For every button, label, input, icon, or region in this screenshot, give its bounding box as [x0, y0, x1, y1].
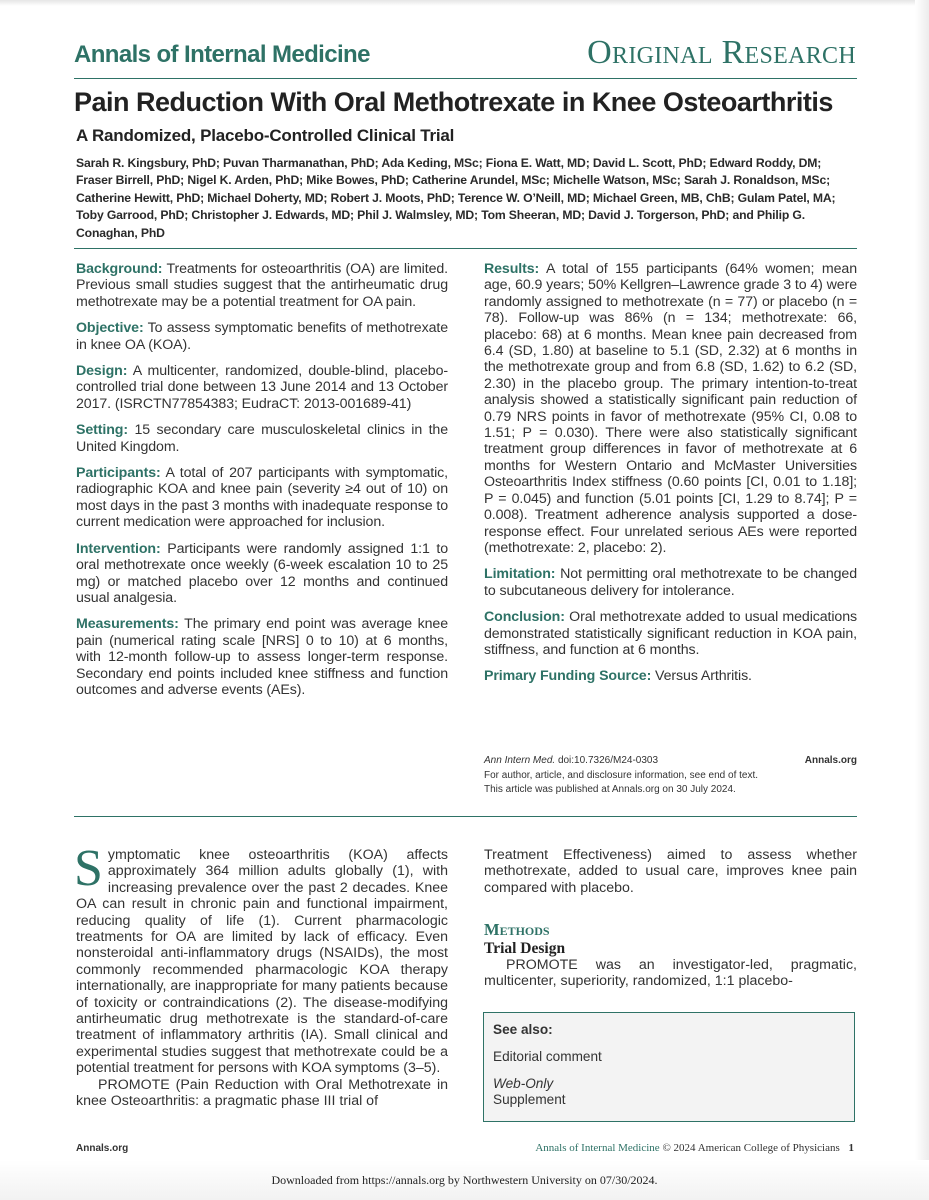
abstract-objective — [76, 320, 448, 353]
abstract-heading: Objective: — [76, 320, 144, 337]
citation-info-line: For author, article, and disclosure information, see end of text. — [484, 769, 759, 781]
abstract-heading: Design: — [76, 363, 128, 380]
footer-site[interactable]: Annals.org — [76, 1143, 129, 1154]
abstract-setting — [76, 422, 448, 455]
methods-heading: Methods — [484, 920, 550, 940]
abstract-bottom-rule — [74, 816, 857, 817]
promote-paragraph: PROMOTE (Pain Reduction with Oral Methotrexate in knee Osteoarthritis: a pragmatic phase III trial of — [76, 1076, 448, 1110]
abstract-design — [76, 363, 448, 412]
citation-block — [484, 754, 857, 798]
journal-name: Annals of Internal Medicine — [74, 41, 370, 68]
trial-design-paragraph: PROMOTE was an investigator-led, pragmatic, multicenter, superiority, randomized, 1:1 placebo- — [484, 957, 857, 990]
abstract-heading: Results: — [484, 261, 540, 277]
abstract-heading: Intervention: — [76, 540, 161, 557]
article-subtitle: A Randomized, Placebo-Controlled Clinical Trial — [76, 126, 455, 145]
abstract-text: Not permitting oral methotrexate to be changed to subcutaneous delivery for intolerance. — [484, 566, 858, 599]
page-number: 1 — [848, 1142, 854, 1154]
abstract-limitation — [484, 566, 857, 599]
see-also-box — [483, 1012, 855, 1122]
author-list: Sarah R. Kingsbury, PhD; Puvan Tharmanathan, PhD; Ada Keding, MSc; Fiona E. Watt, MD; David L. Scott, PhD; Edward Roddy, DM; Fraser Birrell, PhD; Nigel K. Arden, PhD; Mike Bowes, PhD; Catherine Arundel, MSc; Michelle Watson, MSc; Sarah J. Ronaldson, MSc; Catherine Hewitt, PhD; Michael Doherty, MD; Robert J. Moots, PhD; Terence W. O’Neill, MD; Michael Green, MB, ChB; Gulam Patel, MA; Toby Garrood, PhD; Christopher J. Edwards, MD; Phil J. Walmsley, MD; Tom Sheeran, MD; David J. Torgerson, PhD; and Philip G. Conaghan, PhD — [76, 156, 836, 240]
supplement-link[interactable]: Supplement — [493, 1092, 566, 1107]
abstract-participants — [76, 465, 448, 531]
abstract-text: The primary end point was average knee pain (numerical rating scale [NRS] 0 to 10) at 6 months, with 12-month follow-up to assess longer-term response. Secondary end points included knee stiffness and function outcomes and adverse events (AEs). — [76, 616, 449, 698]
abstract-heading: Participants: — [76, 465, 161, 482]
intro-text: ymptomatic knee osteoarthritis (KOA) affects approximately 364 million adults globally (1), with increasing prevalence over the past 2 decades. Knee OA can result in chronic pain and functional impairment, reducing quality of life (1). Current pharmacologic treatments for OA are limited by lack of efficacy. Even nonsteroidal anti-inflammatory drugs (NSAIDs), the most commonly recommended pharmacologic KOA therapy internationally, are inappropriate for many patients because of toxicity or contraindications (2). The disease-modifying antirheumatic drug methotrexate is the standard-of-care treatment of inflammatory arthritis (IA). Small clinical and experimental studies suggest that methotrexate could be a potential treatment for persons with KOA symptoms (3–5). — [76, 847, 448, 1077]
intro-paragraph — [74, 840, 448, 1077]
abstract-text: Oral methotrexate added to usual medications demonstrated statistically significant reduction in KOA pain, stiffness, and function at 6 months. — [484, 609, 858, 658]
abstract-background — [76, 261, 448, 310]
abstract-text: A total of 207 participants with symptomatic, radiographic KOA and knee pain (severity ≥4 out of 10) on most days in the past 3 months with inadequate response to current medication were approached for inclusion. — [76, 465, 448, 531]
journal-abbreviation: Ann Intern Med. — [484, 755, 556, 766]
body-left-column — [74, 840, 448, 1110]
citation-row — [484, 754, 857, 769]
abstract-heading: Primary Funding Source: — [484, 668, 652, 685]
abstract-text: Treatments for osteoarthritis (OA) are limited. Previous small studies suggest that the antirheumatic drug methotrexate may be a potential treatment for OA pain. — [76, 261, 448, 310]
drop-cap: S — [74, 840, 103, 897]
aim-paragraph: Treatment Effectiveness) aimed to assess whether methotrexate, added to usual care, improves knee pain compared with placebo. — [484, 847, 857, 896]
abstract-text: To assess symptomatic benefits of methotrexate in knee OA (KOA). — [76, 320, 449, 353]
authors-rule — [74, 248, 857, 249]
abstract-heading: Measurements: — [76, 616, 179, 633]
abstract-text: Participants were randomly assigned 1:1 to oral methotrexate once weekly (6-week escalation 10 to 25 mg) or matched placebo over 12 months and continued usual analgesia. — [76, 540, 448, 606]
download-note: Downloaded from https://annals.org by Northwestern University on 07/30/2024. — [271, 1173, 658, 1187]
see-also-title: See also: — [493, 1022, 553, 1037]
body-right-column — [484, 847, 857, 990]
citation-published-line: This article was published at Annals.org on 30 July 2024. — [484, 784, 736, 795]
footer-journal: Annals of Internal Medicine — [535, 1142, 660, 1154]
abstract-text: Versus Arthritis. — [655, 668, 752, 685]
header-rule — [74, 78, 857, 79]
abstract-text: 15 secondary care musculoskeletal clinics in the United Kingdom. — [76, 422, 449, 455]
abstract-intervention — [76, 541, 448, 607]
abstract-text: A total of 155 participants (64% women; mean age, 60.9 years; 50% Kellgren–Lawrence grade 3 to 4) were randomly assigned to methotrexate (n = 77) or placebo (n = 78). Follow-up was 86% (n = 134; methotrexate: 66, placebo: 68) at 6 months. Mean knee pain decreased from 6.4 (SD, 1.80) at baseline to 5.1 (SD, 2.32) at 6 months in the methotrexate group and from 6.8 (SD, 1.62) to 6.2 (SD, 2.30) in the placebo group. The primary intention-to-treat analysis showed a statistically significant pain reduction of 0.79 NRS points in favor of methotrexate (95% CI, 0.08 to 1.51; P = 0.030). There were also statistically significant treatment group differences in favor of methotrexate at 6 months for Western Ontario and McMaster Universities Osteoarthritis Index stiffness (0.60 points [CI, 0.01 to 1.18]; P = 0.045) and function (5.01 points [CI, 1.29 to 8.74]; P = 0.008). Treatment adherence analysis supported a dose-response effect. Four unrelated serious AEs were reported (methotrexate: 2, placebo: 2). — [484, 261, 858, 556]
abstract-heading: Limitation: — [484, 566, 556, 583]
page-edge-right — [915, 0, 929, 1200]
abstract-conclusion — [484, 609, 857, 658]
abstract-left-column — [76, 261, 448, 708]
trial-design-heading: Trial Design — [484, 939, 566, 957]
abstract-funding — [484, 668, 857, 684]
abstract-heading: Background: — [76, 261, 163, 277]
section-label: Original Research — [587, 34, 856, 71]
citation-doi-line — [484, 754, 658, 769]
abstract-heading: Conclusion: — [484, 609, 565, 626]
web-only-label: Web-Only — [493, 1075, 554, 1091]
doi-link[interactable]: doi:10.7326/M24-0303 — [557, 755, 659, 766]
page-edge-top — [0, 0, 929, 6]
footer-journal-line — [535, 1142, 854, 1154]
editorial-comment-link[interactable]: Editorial comment — [493, 1049, 602, 1064]
abstract-text: A multicenter, randomized, double-blind, placebo-controlled trial done between 13 June 2014 and 13 October 2017. (ISRCTN77854383; EudraCT: 2013-001689-41) — [76, 363, 448, 412]
abstract-right-column — [484, 261, 857, 695]
article-title: Pain Reduction With Oral Methotrexate in Knee Osteoarthritis — [74, 87, 833, 117]
annals-site-link[interactable]: Annals.org — [804, 755, 857, 766]
abstract-heading: Setting: — [76, 422, 129, 439]
abstract-measurements — [76, 616, 448, 698]
abstract-results — [484, 261, 857, 556]
footer-copyright: © 2024 American College of Physicians — [662, 1142, 840, 1154]
